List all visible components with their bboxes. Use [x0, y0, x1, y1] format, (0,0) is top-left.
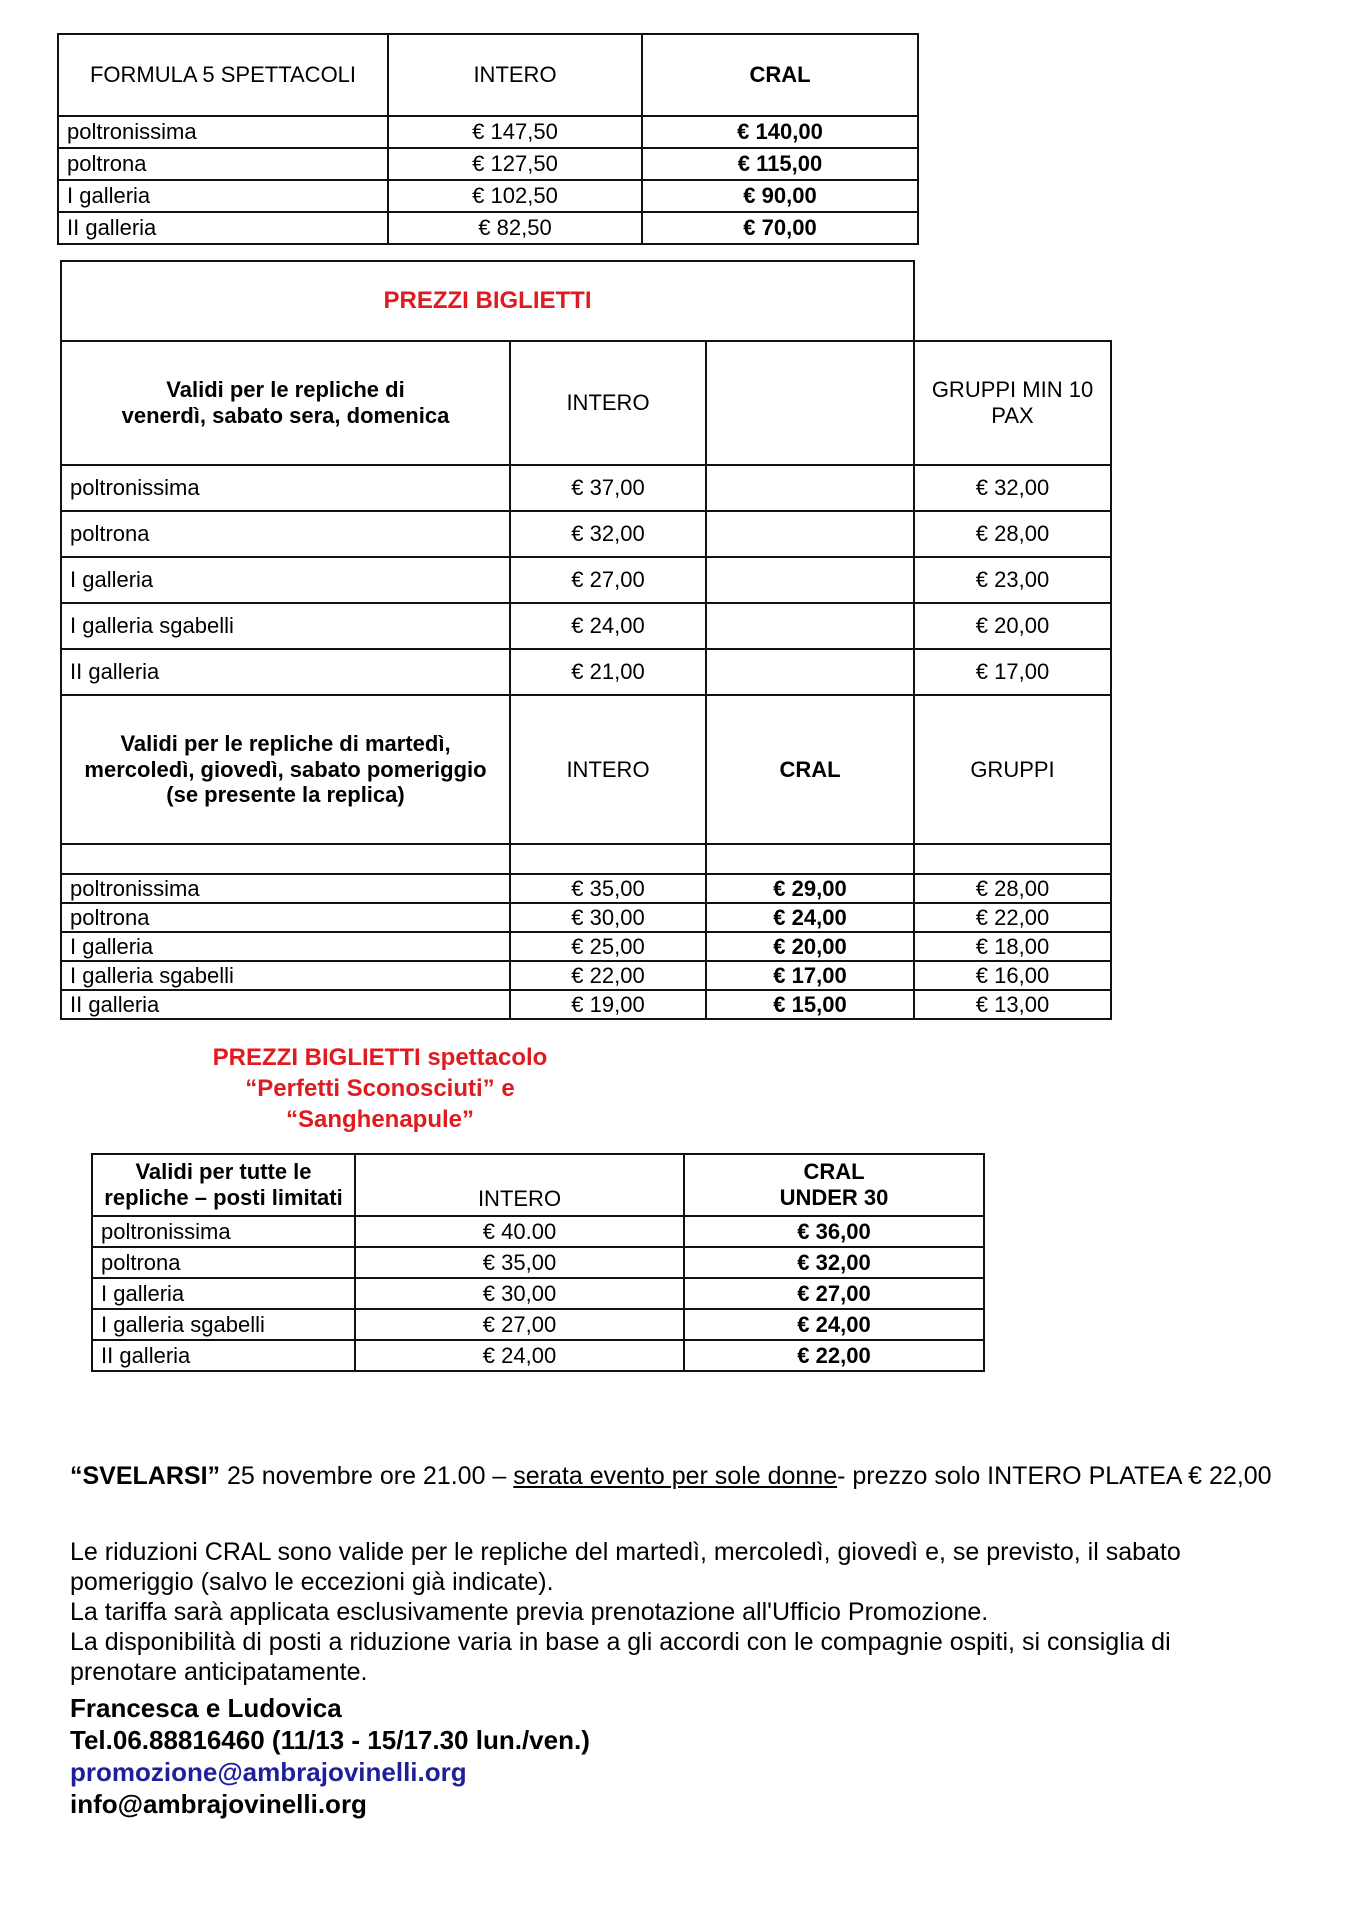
- header-line: Validi per le repliche di: [166, 377, 405, 403]
- row-label-cell: I galleria: [61, 557, 510, 603]
- gruppi-value-cell: € 22,00: [914, 903, 1111, 932]
- header-line: PAX: [991, 403, 1034, 428]
- cral-value-cell: € 36,00: [684, 1216, 984, 1247]
- gruppi-value-cell: € 13,00: [914, 990, 1111, 1019]
- gruppi-value-cell: € 32,00: [914, 465, 1111, 511]
- cral-value-cell: € 22,00: [684, 1340, 984, 1371]
- formula-header-cell: FORMULA 5 SPETTACOLI: [58, 34, 388, 116]
- intero-header-cell: INTERO: [510, 341, 706, 465]
- header-line: repliche – posti limitati: [104, 1185, 343, 1210]
- gruppi-value-cell: € 16,00: [914, 961, 1111, 990]
- intero-value-cell: € 24,00: [510, 603, 706, 649]
- table-row: [58, 180, 918, 212]
- table-row: [61, 990, 1111, 1019]
- weekend-header-label-cell: [61, 341, 510, 465]
- intero-header-cell: INTERO: [510, 695, 706, 844]
- svelarsi-event-line: [70, 1462, 1272, 1491]
- cral-value-cell: € 115,00: [642, 148, 918, 180]
- contact-footer: [70, 1692, 590, 1820]
- empty-cell: [914, 844, 1111, 874]
- table-row: [92, 1309, 984, 1340]
- contact-phone: Tel.06.88816460 (11/13 - 15/17.30 lun./ven.): [70, 1725, 590, 1755]
- intero-value-cell: € 21,00: [510, 649, 706, 695]
- row-label-cell: poltronissima: [61, 465, 510, 511]
- empty-value-cell: [706, 511, 914, 557]
- gruppi-header-cell: GRUPPI: [914, 695, 1111, 844]
- table-row: [61, 603, 1111, 649]
- gruppi-header-cell: [914, 341, 1111, 465]
- title-line: PREZZI BIGLIETTI spettacolo: [212, 1044, 548, 1071]
- table-row: [61, 932, 1111, 961]
- cral-conditions-paragraph: [70, 1537, 1181, 1687]
- svelarsi-show-title: “SVELARSI”: [70, 1462, 221, 1490]
- cral-value-cell: € 90,00: [642, 180, 918, 212]
- header-line: (se presente la replica): [166, 782, 405, 808]
- prezzi-biglietti-table: [60, 260, 1112, 1020]
- row-label-cell: poltrona: [61, 511, 510, 557]
- row-label-cell: I galleria sgabelli: [92, 1309, 355, 1340]
- intero-value-cell: € 30,00: [355, 1278, 684, 1309]
- promo-email-link[interactable]: promozione@ambrajovinelli.org: [70, 1757, 467, 1787]
- header-line: CRAL: [803, 1159, 865, 1185]
- intero-value-cell: € 19,00: [510, 990, 706, 1019]
- empty-cell: [706, 844, 914, 874]
- paragraph-line: pomeriggio (salvo le eccezioni già indicate).: [70, 1568, 554, 1596]
- cral-header-cell: CRAL: [642, 34, 918, 116]
- empty-value-cell: [706, 465, 914, 511]
- header-line: Validi per le repliche di martedì,: [120, 730, 451, 756]
- row-label-cell: I galleria sgabelli: [61, 603, 510, 649]
- weekday-header-label-cell: [61, 695, 510, 844]
- prezzi-biglietti-title: PREZZI BIGLIETTI: [61, 261, 914, 341]
- table-row: [61, 649, 1111, 695]
- header-line: GRUPPI MIN 10: [931, 377, 1094, 403]
- table-title-row: [61, 261, 1111, 341]
- cral-value-cell: € 15,00: [706, 990, 914, 1019]
- table-row: [61, 465, 1111, 511]
- gruppi-value-cell: € 20,00: [914, 603, 1111, 649]
- paragraph-line: Le riduzioni CRAL sono valide per le repliche del martedì, mercoledì, giovedì e, se previsto, il sabato: [70, 1538, 1181, 1566]
- row-label-cell: I galleria: [58, 180, 388, 212]
- empty-corner-cell: [914, 261, 1111, 341]
- row-label-cell: II galleria: [58, 212, 388, 244]
- empty-cell: [510, 844, 706, 874]
- table-row: [58, 148, 918, 180]
- intero-value-cell: € 32,00: [510, 511, 706, 557]
- table-row: [58, 116, 918, 148]
- table-header-row: [61, 341, 1111, 465]
- title-line: “Sanghenapule”: [285, 1106, 475, 1133]
- intero-value-cell: € 127,50: [388, 148, 642, 180]
- svelarsi-date-text: 25 novembre ore 21.00 –: [220, 1462, 514, 1490]
- info-email-text: info@ambrajovinelli.org: [70, 1789, 367, 1819]
- gruppi-value-cell: € 18,00: [914, 932, 1111, 961]
- row-label-cell: poltronissima: [61, 874, 510, 903]
- row-label-cell: poltronissima: [58, 116, 388, 148]
- empty-cell: [61, 844, 510, 874]
- row-label-cell: I galleria sgabelli: [61, 961, 510, 990]
- intero-value-cell: € 35,00: [510, 874, 706, 903]
- table-header-row: [61, 695, 1111, 844]
- gruppi-value-cell: € 17,00: [914, 649, 1111, 695]
- intero-header-cell: INTERO: [388, 34, 642, 116]
- intero-value-cell: € 25,00: [510, 932, 706, 961]
- paragraph-line: La tariffa sarà applicata esclusivamente previa prenotazione all'Ufficio Promozione.: [70, 1598, 989, 1626]
- cral-value-cell: € 24,00: [706, 903, 914, 932]
- header-line: UNDER 30: [779, 1185, 889, 1210]
- contact-names: Francesca e Ludovica: [70, 1693, 342, 1723]
- row-label-cell: poltrona: [61, 903, 510, 932]
- row-label-cell: I galleria: [92, 1278, 355, 1309]
- table-row: [92, 1340, 984, 1371]
- intero-value-cell: € 30,00: [510, 903, 706, 932]
- cral-value-cell: € 20,00: [706, 932, 914, 961]
- row-label-cell: poltronissima: [92, 1216, 355, 1247]
- paragraph-line: prenotare anticipatamente.: [70, 1658, 368, 1686]
- cral-value-cell: € 24,00: [684, 1309, 984, 1340]
- table-row: [61, 511, 1111, 557]
- intero-value-cell: € 40.00: [355, 1216, 684, 1247]
- show-prices-title: [60, 1042, 700, 1135]
- validity-header-cell: [92, 1154, 355, 1216]
- cral-header-cell: CRAL: [706, 695, 914, 844]
- table-row: [61, 874, 1111, 903]
- title-line: “Perfetti Sconosciuti” e: [245, 1075, 515, 1102]
- row-label-cell: I galleria: [61, 932, 510, 961]
- cral-value-cell: € 140,00: [642, 116, 918, 148]
- cral-under30-header-cell: [684, 1154, 984, 1216]
- gruppi-value-cell: € 28,00: [914, 511, 1111, 557]
- intero-value-cell: € 82,50: [388, 212, 642, 244]
- intero-header-cell: INTERO: [355, 1154, 684, 1216]
- table-row: [61, 961, 1111, 990]
- cral-value-cell: € 29,00: [706, 874, 914, 903]
- gruppi-value-cell: € 28,00: [914, 874, 1111, 903]
- intero-value-cell: € 37,00: [510, 465, 706, 511]
- table-row: [92, 1278, 984, 1309]
- row-label-cell: II galleria: [61, 649, 510, 695]
- table-header-row: [92, 1154, 984, 1216]
- table-row: [61, 903, 1111, 932]
- header-line: Validi per tutte le: [135, 1159, 312, 1185]
- header-line: mercoledì, giovedì, sabato pomeriggio: [84, 756, 487, 782]
- intero-value-cell: € 27,00: [510, 557, 706, 603]
- intero-value-cell: € 27,00: [355, 1309, 684, 1340]
- table-row: [58, 212, 918, 244]
- svelarsi-price-text: - prezzo solo INTERO PLATEA € 22,00: [837, 1462, 1272, 1490]
- table-row: [92, 1216, 984, 1247]
- row-label-cell: II galleria: [61, 990, 510, 1019]
- show-prices-table: [91, 1153, 985, 1372]
- table-row: [92, 1247, 984, 1278]
- svelarsi-underlined-text: serata evento per sole donne: [513, 1462, 838, 1490]
- cral-value-cell: € 70,00: [642, 212, 918, 244]
- intero-value-cell: € 22,00: [510, 961, 706, 990]
- cral-value-cell: € 17,00: [706, 961, 914, 990]
- paragraph-line: La disponibilità di posti a riduzione varia in base a gli accordi con le compagnie ospiti, si consiglia di: [70, 1628, 1171, 1656]
- gruppi-value-cell: € 23,00: [914, 557, 1111, 603]
- empty-header-cell: [706, 341, 914, 465]
- intero-value-cell: € 35,00: [355, 1247, 684, 1278]
- cral-value-cell: € 27,00: [684, 1278, 984, 1309]
- table-row: [61, 557, 1111, 603]
- formula-5-spettacoli-table: [57, 33, 919, 245]
- header-line: venerdì, sabato sera, domenica: [121, 403, 450, 428]
- intero-value-cell: € 147,50: [388, 116, 642, 148]
- intero-value-cell: € 24,00: [355, 1340, 684, 1371]
- empty-value-cell: [706, 557, 914, 603]
- row-label-cell: poltrona: [58, 148, 388, 180]
- row-label-cell: poltrona: [92, 1247, 355, 1278]
- intero-value-cell: € 102,50: [388, 180, 642, 212]
- empty-value-cell: [706, 649, 914, 695]
- cral-value-cell: € 32,00: [684, 1247, 984, 1278]
- spacer-row: [61, 844, 1111, 874]
- empty-value-cell: [706, 603, 914, 649]
- table-header-row: [58, 34, 918, 116]
- row-label-cell: II galleria: [92, 1340, 355, 1371]
